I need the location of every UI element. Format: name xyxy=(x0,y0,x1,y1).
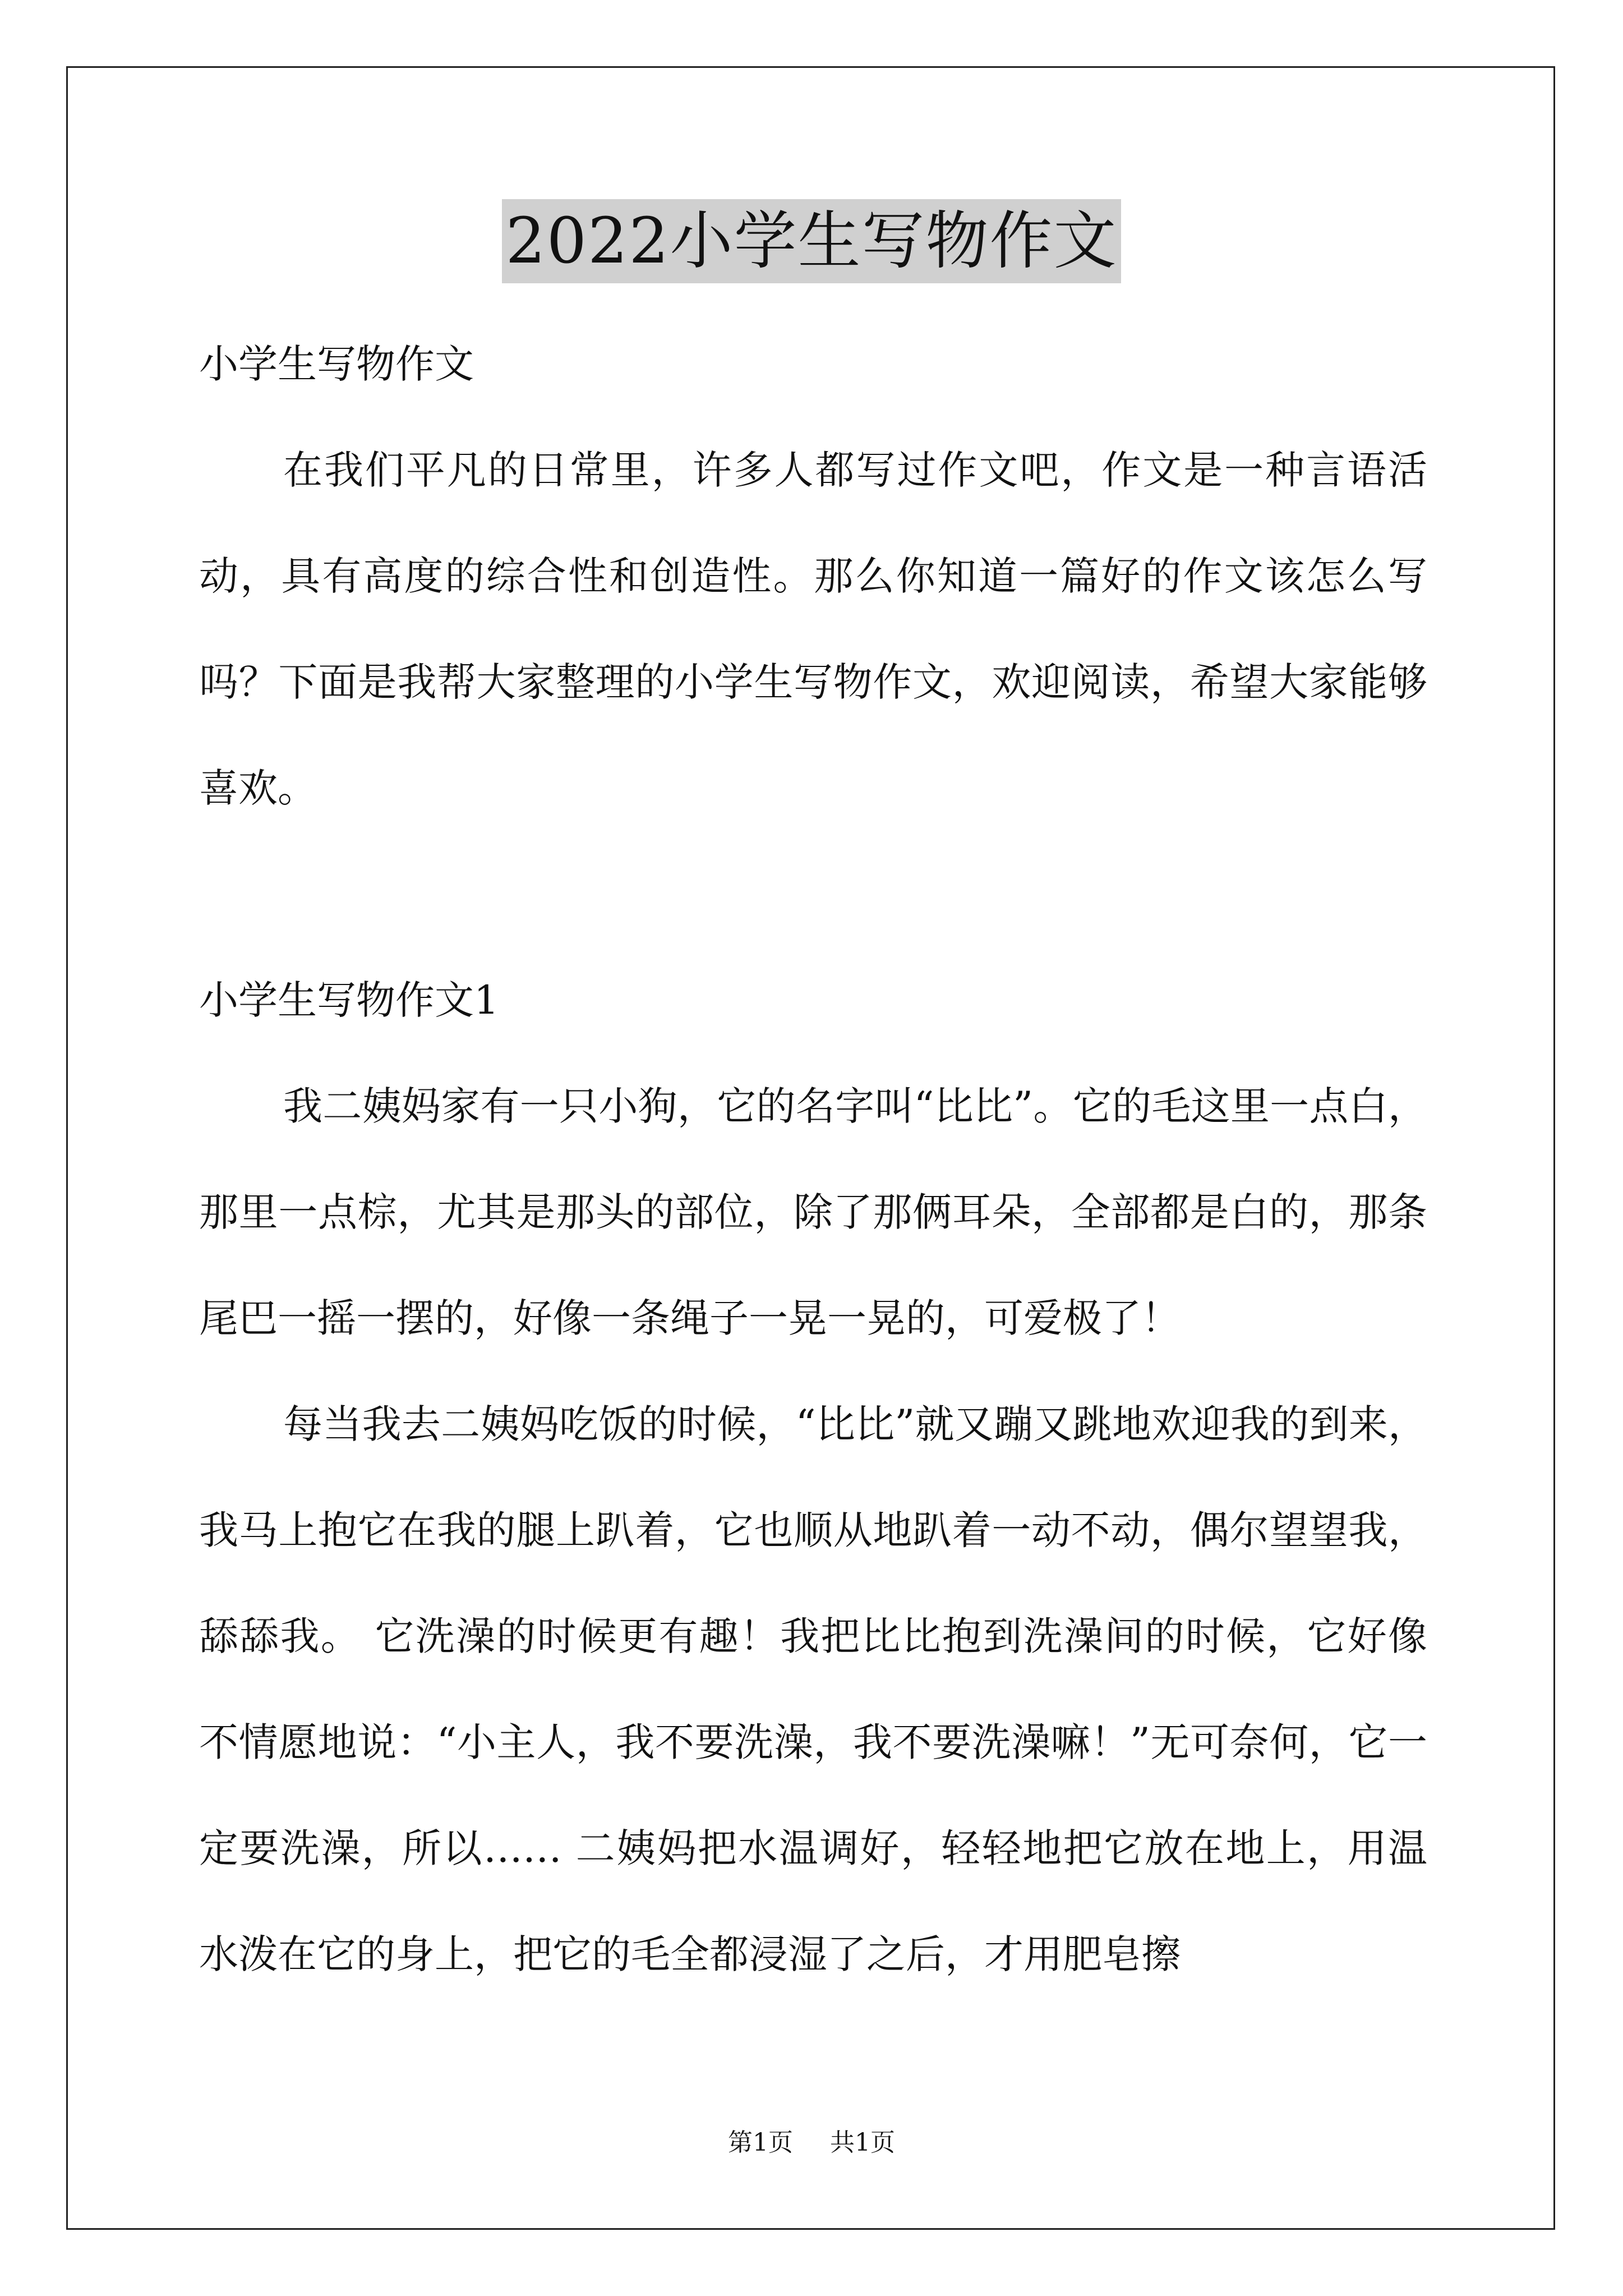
section-heading: 小学生写物作文1 xyxy=(199,977,499,1023)
section-gap xyxy=(199,841,1427,947)
page-number-current: 第1页 xyxy=(728,2128,793,2157)
document-title: 2022小学生写物作文 xyxy=(502,199,1121,283)
document-subtitle: 小学生写物作文 xyxy=(199,341,474,387)
page-footer xyxy=(0,2126,1623,2160)
title-wrap xyxy=(0,199,1623,283)
document-body xyxy=(199,311,1427,2008)
body-paragraph-2: 每当我去二姨妈吃饭的时候，“比比”就又蹦又跳地欢迎我的到来，我马上抱它在我的腿上趴着，它也顺从地趴着一动不动，偶尔望望我，舔舔我。 它洗澡的时候更有趣！我把比比抱到洗澡间的时候，它好像不情愿地说：“小主人，我不要洗澡，我不要洗澡嘛！”无可奈何，它一定要洗澡，所以…… 二姨妈把水温调好，轻轻地把它放在地上，用温水泼在它的身上，把它的毛全都浸湿了之后，才用肥皂擦 xyxy=(199,1401,1427,1977)
intro-paragraph: 在我们平凡的日常里，许多人都写过作文吧，作文是一种言语活动，具有高度的综合性和创造性。那么你知道一篇好的作文该怎么写吗？下面是我帮大家整理的小学生写物作文，欢迎阅读，希望大家能够喜欢。 xyxy=(199,447,1427,811)
body-paragraph-1: 我二姨妈家有一只小狗，它的名字叫“比比”。它的毛这里一点白，那里一点棕，尤其是那头的部位，除了那俩耳朵，全部都是白的，那条尾巴一摇一摆的，好像一条绳子一晃一晃的，可爱极了！ xyxy=(199,1083,1427,1341)
page-number-total: 共1页 xyxy=(830,2128,895,2157)
